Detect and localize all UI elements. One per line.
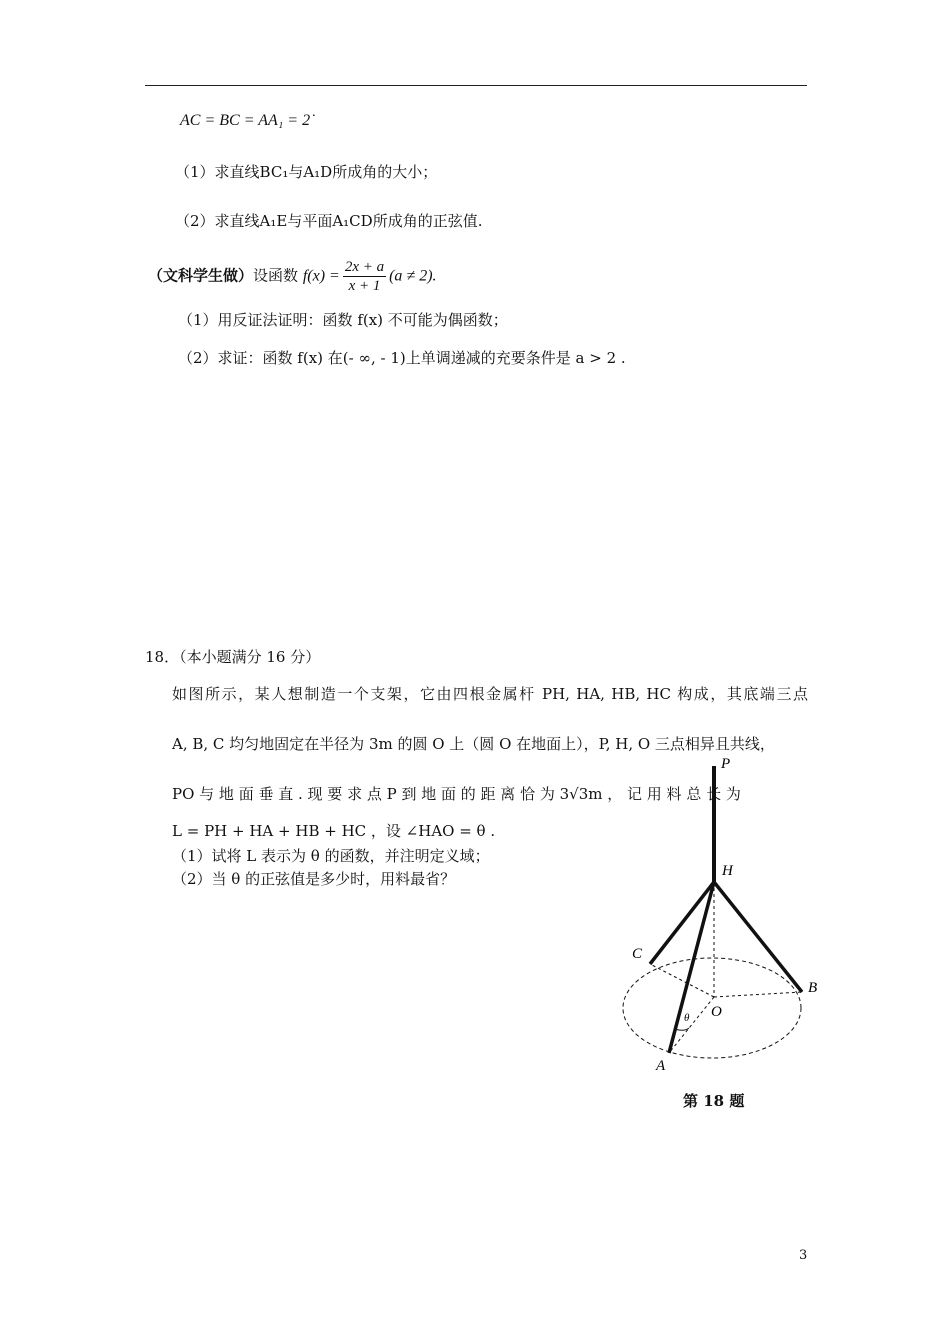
problem18-line4: L = PH + HA + HB + HC ，设 ∠HAO = θ . bbox=[172, 822, 496, 840]
problem18-question-2: （2）当 θ 的正弦值是多少时，用料最省？ bbox=[172, 870, 456, 888]
figure-caption: 第 18 题 bbox=[683, 1092, 745, 1110]
fraction-numerator: 2x + a bbox=[344, 259, 385, 275]
problem18-line3: PO 与 地 面 垂 直 . 现 要 求 点 P 到 地 面 的 距 离 恰 为 3√3m ， 记 用 料 总 长 为 bbox=[172, 785, 741, 803]
prev-question-1: （1）求直线BC₁与A₁D所成角的大小； bbox=[175, 163, 438, 181]
problem18-line2: A, B, C 均匀地固定在半径为 3m 的圆 O 上（圆 O 在地面上），P, H, O 三点相异且共线， bbox=[172, 735, 775, 753]
prev-question-2: （2）求直线A₁E与平面A₁CD所成角的正弦值. bbox=[175, 212, 483, 230]
header-rule bbox=[145, 85, 807, 86]
label-theta: θ bbox=[684, 1012, 690, 1024]
problem18-question-1: （1）试将 L 表示为 θ 的函数，并注明定义域； bbox=[172, 847, 490, 865]
arts-problem-stem bbox=[148, 258, 437, 295]
segment-OB bbox=[714, 992, 802, 997]
segment-OC bbox=[650, 964, 714, 997]
label-A: A bbox=[656, 1058, 666, 1072]
prev-condition: AC = BC = AA₁ = 2˙ bbox=[180, 112, 316, 129]
label-B: B bbox=[808, 980, 818, 996]
rod-HA bbox=[669, 882, 714, 1053]
func-condition: (a ≠ 2). bbox=[389, 267, 437, 285]
arts-label: （文科学生做） bbox=[148, 266, 254, 285]
problem18-line1: 如图所示，某人想制造一个支架，它由四根金属杆 PH, HA, HB, HC 构成，其底端三点 bbox=[172, 685, 808, 703]
arts-question-1: （1）用反证法证明：函数 f(x) 不可能为偶函数； bbox=[178, 311, 508, 329]
label-O: O bbox=[711, 1004, 722, 1020]
label-C: C bbox=[632, 946, 643, 962]
label-P: P bbox=[721, 756, 731, 772]
label-H: H bbox=[722, 863, 733, 879]
rod-HB bbox=[714, 882, 802, 992]
arts-question-2: （2）求证：函数 f(x) 在(- ∞, - 1)上单调递减的充要条件是 a > 2 . bbox=[178, 349, 626, 367]
func-lhs: f(x) = bbox=[302, 267, 340, 285]
arts-stem-prefix: 设函数 bbox=[253, 266, 299, 285]
function-fraction bbox=[343, 258, 386, 295]
problem18-header: 18．（本小题满分 16 分） bbox=[145, 648, 321, 666]
page-number: 3 bbox=[799, 1248, 808, 1263]
tripod-figure bbox=[600, 752, 825, 1072]
fraction-denominator: x + 1 bbox=[348, 278, 381, 294]
